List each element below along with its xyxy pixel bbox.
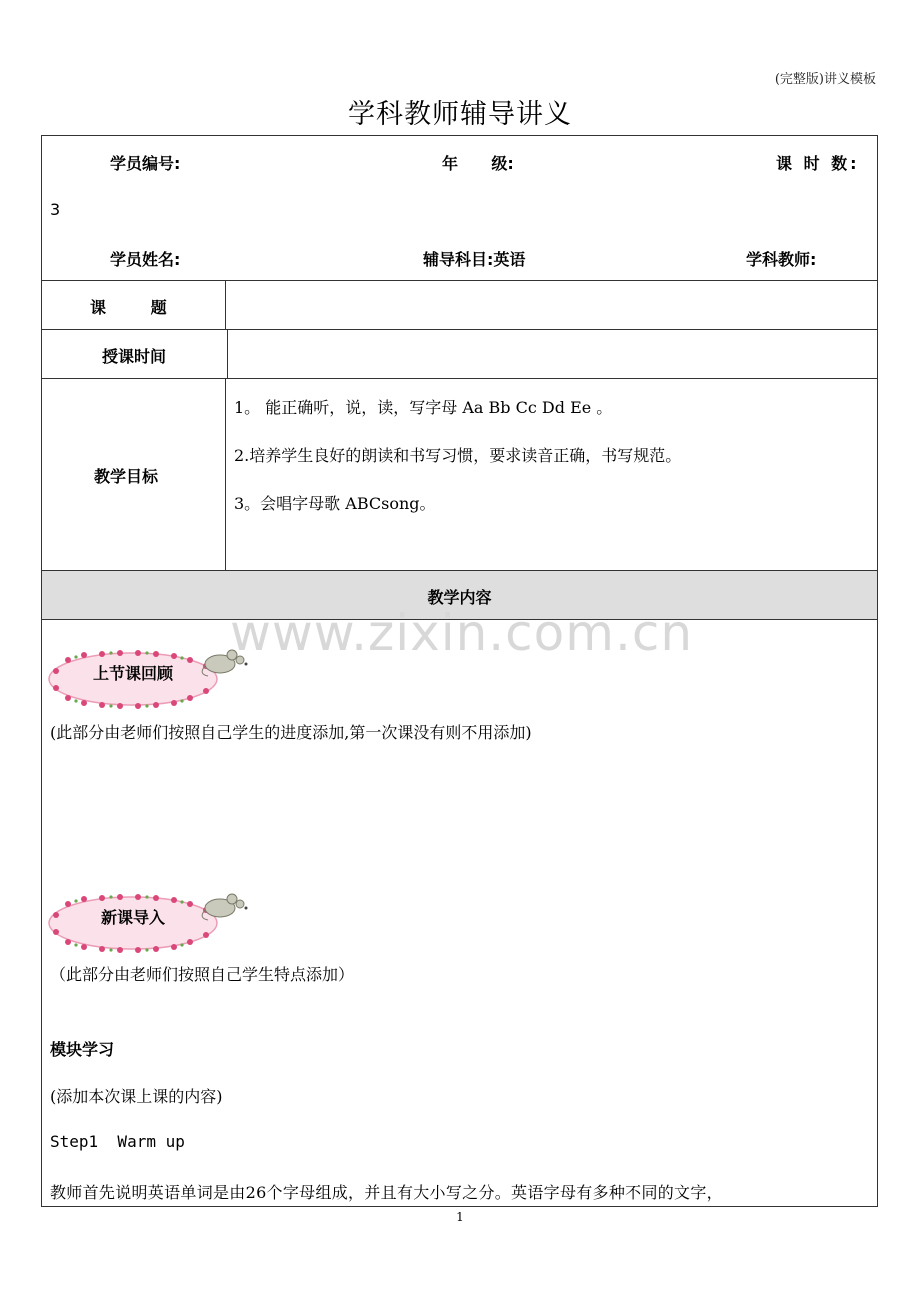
module-text: 教师首先说明英语单词是由26个字母组成，并且有大小写之分。英语字母有多种不同的文字，: [50, 1183, 723, 1202]
info-block: [42, 136, 877, 281]
objectives-row: [42, 379, 877, 571]
objectives-label: 教学目标: [94, 467, 159, 486]
content-body: [42, 620, 877, 1206]
objective-item-1: 1。 能正确听，说，读，写字母 Aa Bb Cc Dd Ee 。: [234, 398, 613, 417]
student-id-label: 学员编号:: [110, 154, 181, 173]
subject-label: 辅导科目:英语: [423, 250, 526, 269]
review-badge-label: 上节课回顾: [92, 664, 173, 683]
lesson-table: [41, 135, 878, 1207]
module-heading: 模块学习: [50, 1040, 115, 1059]
teacher-label: 学科教师:: [746, 250, 817, 269]
student-name-label: 学员姓名:: [110, 250, 181, 269]
grade-label: 年 级:: [442, 154, 514, 173]
intro-badge: [48, 890, 253, 956]
review-badge: [48, 646, 253, 712]
topic-row: [42, 281, 877, 330]
page-title: 学科教师辅导讲义: [348, 99, 572, 130]
watermark: www.zixin.com.cn: [230, 604, 694, 662]
time-row: [42, 330, 877, 379]
objectives-divider: [225, 379, 226, 570]
content-header: 教学内容: [427, 588, 492, 607]
objective-item-3: 3。会唱字母歌 ABCsong。: [234, 494, 436, 513]
intro-note: （此部分由老师们按照自己学生特点添加）: [50, 965, 355, 984]
topic-divider: [225, 281, 226, 329]
page-number: 1: [456, 1210, 464, 1224]
time-divider: [227, 330, 228, 378]
header-note: (完整版)讲义模板: [774, 72, 876, 87]
review-note: (此部分由老师们按照自己学生的进度添加,第一次课没有则不用添加): [50, 723, 532, 742]
module-note: (添加本次课上课的内容): [50, 1087, 223, 1106]
intro-badge-label: 新课导入: [100, 908, 165, 927]
class-hours-value: 3: [50, 200, 61, 219]
class-hours-label: 课 时 数:: [776, 154, 860, 173]
time-label: 授课时间: [102, 347, 167, 366]
module-step: Step1 Warm up: [50, 1132, 185, 1151]
objective-item-2: 2.培养学生良好的朗读和书写习惯，要求读音正确，书写规范。: [234, 446, 682, 465]
topic-label: 课 题: [90, 298, 167, 317]
